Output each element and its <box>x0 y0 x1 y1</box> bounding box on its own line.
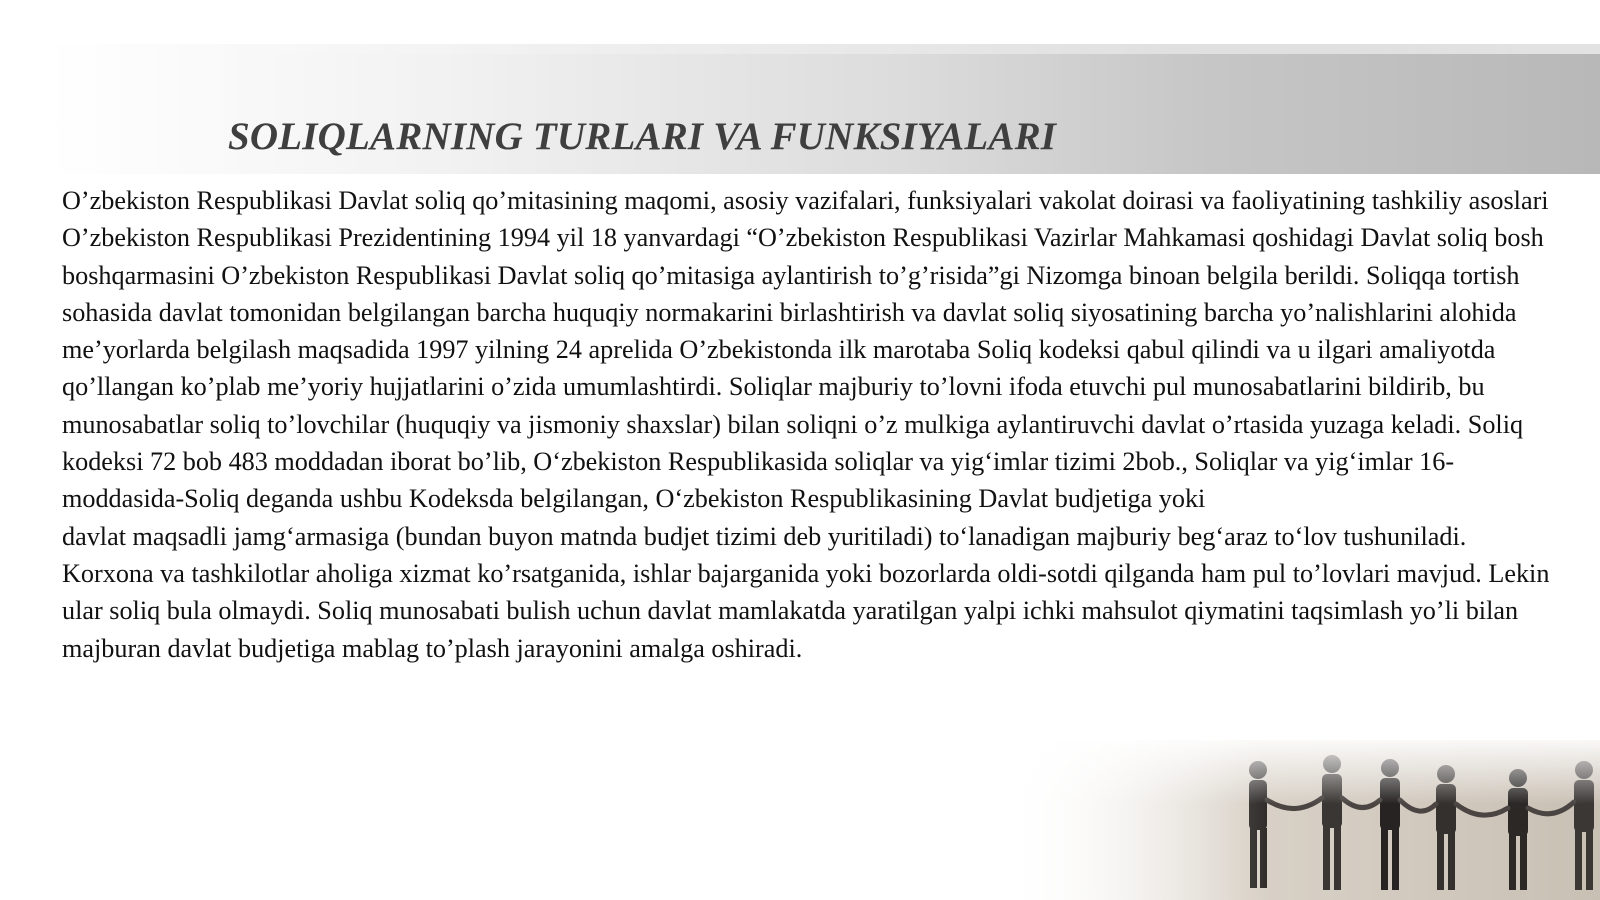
body-paragraph-1: O’zbekiston Respublikasi Davlat soliq qo’mitasining maqomi, asosiy vazifalari, funksiyalari vakolat doirasi va faoliyatining tashkiliy asoslari O’zbekiston Respublikasi Prezidentining 1994 yil 18 yanvardagi “O’zbekiston Respublikasi Vazirlar Mahkamasi qoshidagi Davlat soliq bosh boshqarmasini O’zbekiston Respublikasi Davlat soliq qo’mitasiga aylantirish to’g’risida”gi Nizomga binoan belgila berildi. Soliqqa tortish sohasida davlat tomonidan belgilangan barcha huquqiy normakarini birlashtirish va davlat soliq siyosatining barcha yo’nalishlarini alohida me’yorlarda belgilash maqsadida 1997 yilning 24 aprelida O’zbekistonda ilk marotaba Soliq kodeksi qabul qilindi va u ilgari amaliyotda qo’llangan ko’plab me’yoriy hujjatlarini o’zida umumlashtirdi. Soliqlar majburiy to’lovni ifoda etuvchi pul munosabatlarini bildirib, bu munosabatlar soliq to’lovchilar (huquqiy va jismoniy shaxslar) bilan soliqni o’z mulkiga aylantiruvchi davlat o’rtasida yuzaga keladi. Soliq kodeksi 72 bob 483 moddadan iborat bo’lib, O‘zbekiston Respublikasida soliqlar va yig‘imlar tizimi 2bob., Soliqlar va yig‘imlar 16-moddasida-Soliq deganda ushbu Kodeksda belgilangan, O‘zbekiston Respublikasining Davlat budjetiga yoki <box>62 186 1549 514</box>
slide-title: SOLIQLARNING TURLARI VA FUNKSIYALARI <box>228 115 1057 158</box>
body-paragraph-3: Korxona va tashkilotlar aholiga xizmat ko’rsatganida, ishlar bajarganida yoki bozorlarda oldi-sotdi qilganda ham pul to’lovlari mavjud. Lekin ular soliq bula olmaydi. Soliq munosabati bulish uchun davlat mamlakatda yaratilgan yalpi ichki mahsulot qiymatini taqsimlash yo’li bilan majburan davlat budjetiga mablag to’plash jarayonini amalga oshiradi. <box>62 558 1550 663</box>
people-holding-hands-illustration <box>1000 740 1600 900</box>
body-paragraph-2: davlat maqsadli jamg‘armasiga (bundan buyon matnda budjet tizimi deb yuritiladi) to‘lanadigan majburiy beg‘araz to‘lov tushuniladi. <box>62 521 1467 551</box>
slide-body-text <box>62 182 1552 667</box>
business-people-image <box>1000 740 1600 900</box>
